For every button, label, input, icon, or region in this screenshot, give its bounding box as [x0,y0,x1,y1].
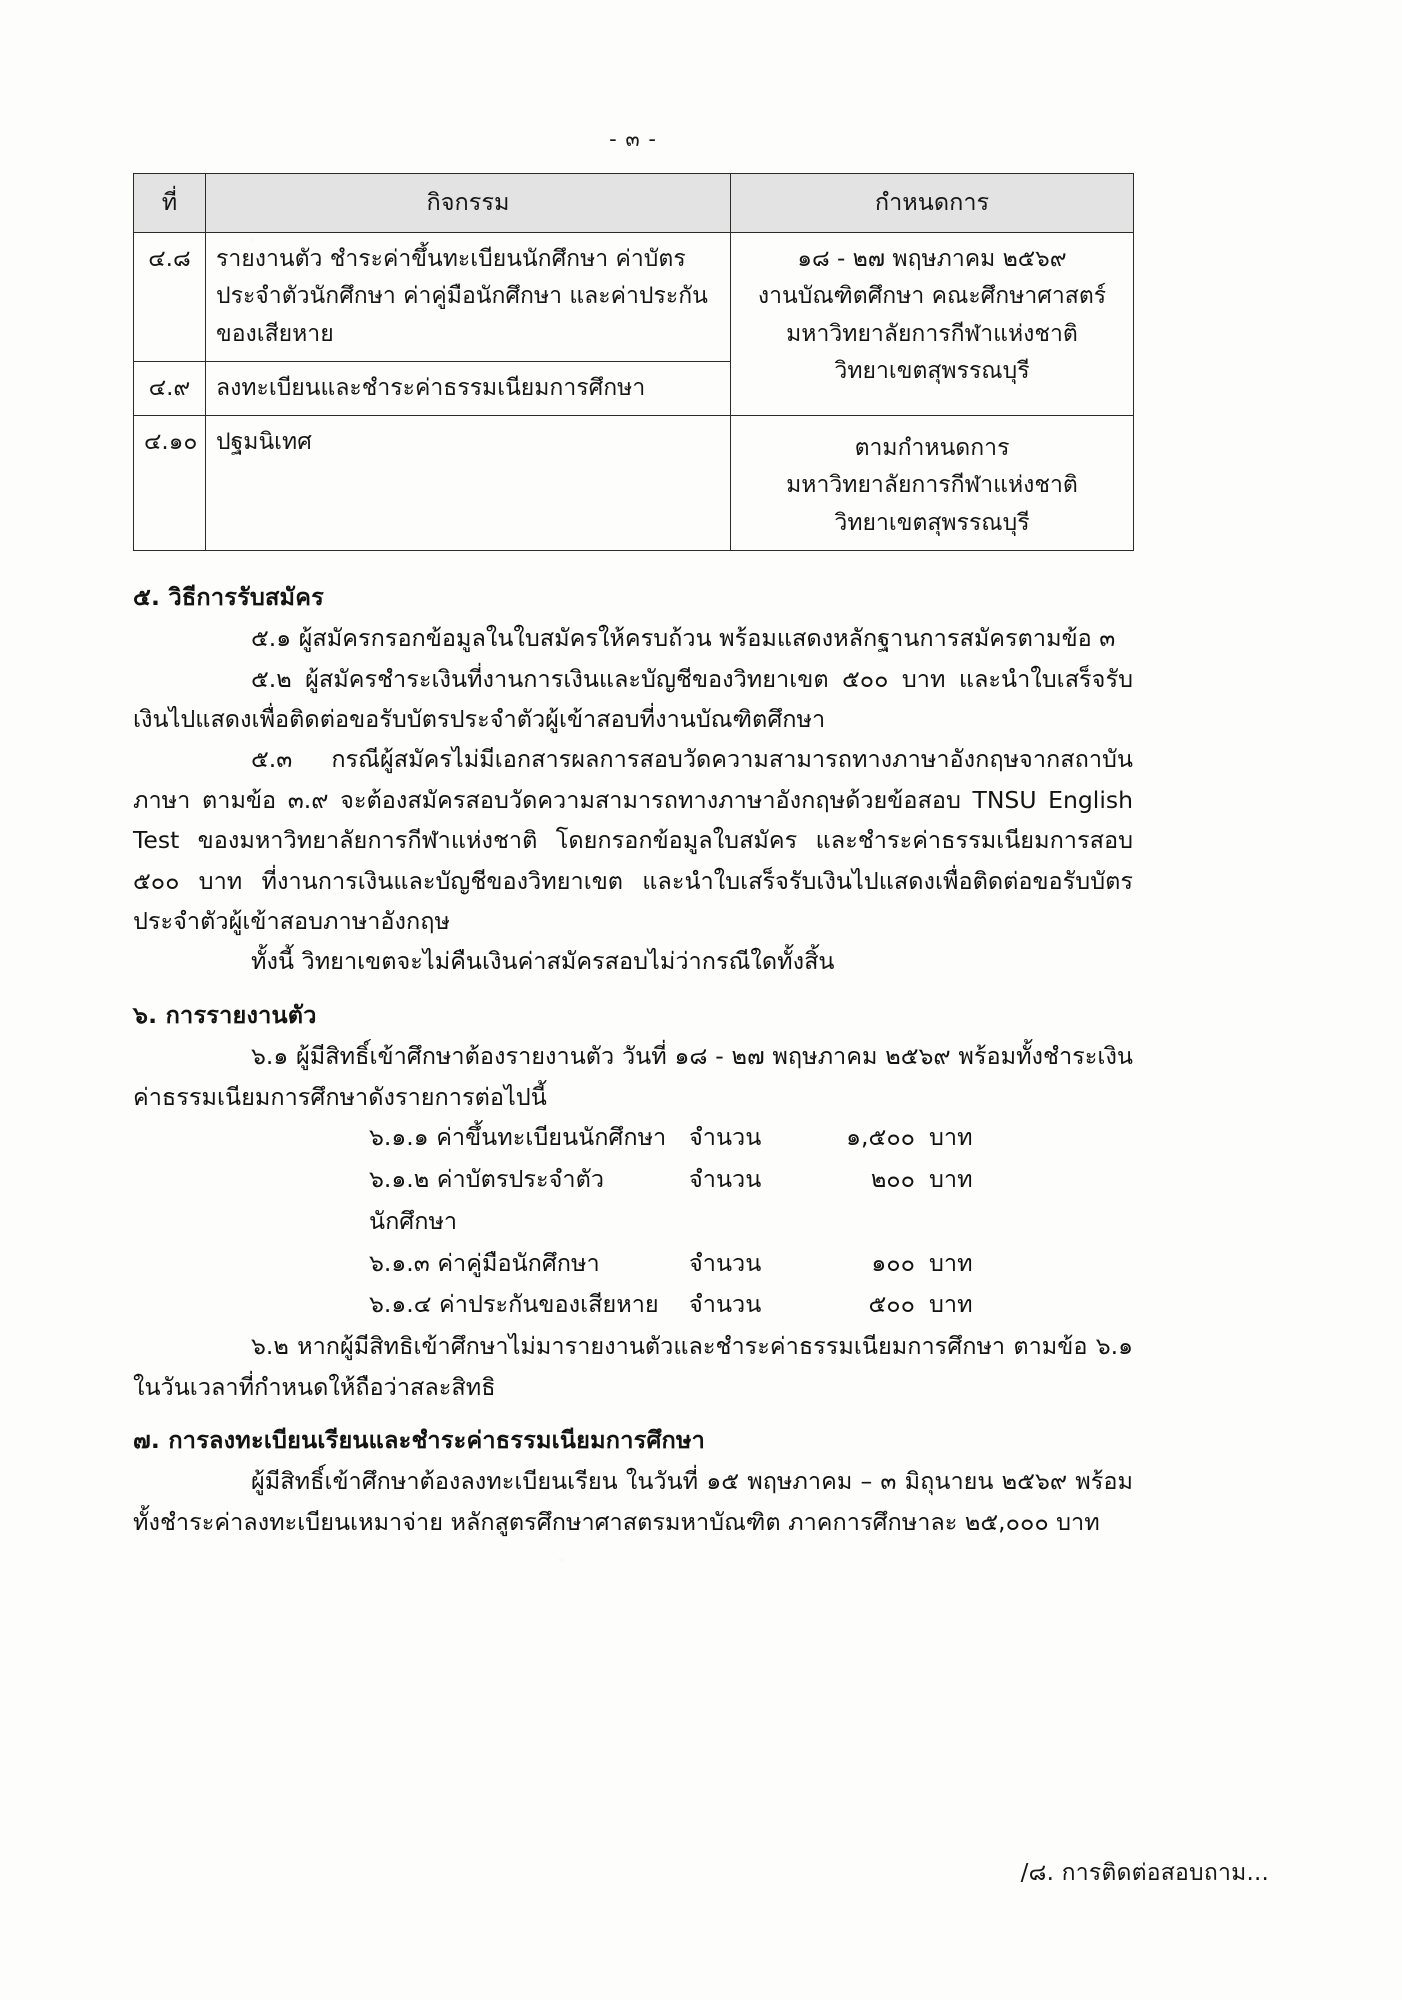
section-5-item-2: ๕.๒ ผู้สมัครชำระเงินที่งานการเงินและบัญชีของวิทยาเขต ๕๐๐ บาท และนำใบเสร็จรับเงินไปแสดงเพื่อติดต่อขอรับบัตรประจำตัวผู้เข้าสอบที่งานบัณฑิตศึกษา [133,664,1133,734]
section-7-paragraph: ผู้มีสิทธิ์เข้าศึกษาต้องลงทะเบียนเรียน ในวันที่ ๑๕ พฤษภาคม – ๓ มิถุนายน ๒๕๖๙ พร้อมทั้งชำระค่าลงทะเบียนเหมาจ่าย หลักสูตรศึกษาศาสตรมหาบัณฑิต ภาคการศึกษาละ ๒๕,๐๐๐ บาท [133,1467,1133,1536]
list-item [133,1159,1133,1243]
table-row [134,233,1134,362]
table-row [134,416,1134,551]
section-6-item-1: ๖.๑ ผู้มีสิทธิ์เข้าศึกษาต้องรายงานตัว วันที่ ๑๘ - ๒๗ พฤษภาคม ๒๕๖๙ พร้อมทั้งชำระเงินค่าธรรมเนียมการศึกษาดังรายการต่อไปนี้ [133,1042,1133,1111]
fee-quantity-word: จำนวน [689,1290,762,1319]
schedule-line: ตามกำหนดการ [854,435,1010,462]
table-header-row [134,174,1134,233]
fee-name: ค่าประกันของเสียหาย [439,1290,659,1319]
section-6-item-2: ๖.๒ หากผู้มีสิทธิเข้าศึกษาไม่มารายงานตัวและชำระค่าธรรมเนียมการศึกษา ตามข้อ ๖.๑ ในวันเวลาที่กำหนดให้ถือว่าสละสิทธิ [133,1332,1133,1401]
schedule-line: มหาวิทยาลัยการกีฬาแห่งชาติ [786,472,1078,499]
fee-quantity-word: จำนวน [689,1123,762,1152]
fee-quantity-word: จำนวน [689,1164,762,1193]
row-no: ๔.๙ [134,361,206,415]
column-header-no: ที่ [134,174,206,233]
list-item [133,1243,1133,1285]
list-item [133,1117,1133,1159]
fee-amount: ๒๐๐ [870,1164,915,1193]
fee-quantity-word: จำนวน [689,1248,762,1277]
schedule-line: งานบัณฑิตศึกษา คณะศึกษาศาสตร์ [757,283,1107,310]
schedule-line: มหาวิทยาลัยการกีฬาแห่งชาติ [786,320,1078,347]
list-item [133,1284,1133,1326]
fee-unit: บาท [929,1164,973,1193]
row-activity: ปฐมนิเทศ [206,416,731,551]
fee-label [369,1117,689,1159]
fee-no: ๖.๑.๒ [369,1164,430,1193]
row-no: ๔.๑๐ [134,416,206,551]
section-7-heading: ๗. การลงทะเบียนเรียนและชำระค่าธรรมเนียมการศึกษา [133,1426,706,1455]
schedule-table [133,173,1134,551]
page-content [133,0,1133,1542]
section-5-heading: ๕. วิธีการรับสมัคร [133,582,324,611]
section-5-item-3: ๕.๓ กรณีผู้สมัครไม่มีเอกสารผลการสอบวัดความสามารถทางภาษาอังกฤษจากสถาบันภาษา ตามข้อ ๓.๙ จะต้องสมัครสอบวัดความสามารถทางภาษาอังกฤษด้วยข้อสอบ TNSU English Test ของมหาวิทยาลัยการกีฬาแห่งชาติ โดยกรอกข้อมูลใบสมัคร และชำระค่าธรรมเนียมการสอบ ๕๐๐ บาท ที่งานการเงินและบัญชีของวิทยาเขต และนำใบเสร็จรับเงินไปแสดงเพื่อติดต่อขอรับบัตรประจำตัวผู้เข้าสอบภาษาอังกฤษ [133,745,1133,936]
fee-name: ค่าบัตรประจำตัวนักศึกษา [369,1164,605,1235]
fee-amount: ๑,๕๐๐ [846,1123,915,1152]
fee-label [369,1159,689,1243]
fee-unit: บาท [929,1123,973,1152]
fee-amount: ๑๐๐ [871,1248,915,1277]
fee-no: ๖.๑.๑ [369,1123,429,1152]
row-schedule [731,233,1134,416]
schedule-line: ๑๘ - ๒๗ พฤษภาคม ๒๕๖๙ [797,246,1067,273]
fee-label [369,1284,689,1326]
fee-no: ๖.๑.๓ [369,1248,430,1277]
row-no: ๔.๘ [134,233,206,362]
section-6-heading: ๖. การรายงานตัว [133,1000,317,1029]
footer-continuation-note: /๘. การติดต่อสอบถาม... [1020,1860,1269,1886]
fee-unit: บาท [929,1248,973,1277]
fee-list [133,1117,1133,1326]
schedule-line: วิทยาเขตสุพรรณบุรี [834,357,1030,384]
section-5-note: ทั้งนี้ วิทยาเขตจะไม่คืนเงินค่าสมัครสอบไม่ว่ากรณีใดทั้งสิ้น [251,947,835,976]
fee-unit: บาท [929,1290,973,1319]
schedule-line: วิทยาเขตสุพรรณบุรี [834,509,1030,536]
section-5-item-1: ๕.๑ ผู้สมัครกรอกข้อมูลในใบสมัครให้ครบถ้วน พร้อมแสดงหลักฐานการสมัครตามข้อ ๓ [251,624,1116,653]
page-number: - ๓ - [609,127,657,151]
row-activity: รายงานตัว ชำระค่าขึ้นทะเบียนนักศึกษา ค่าบัตรประจำตัวนักศึกษา ค่าคู่มือนักศึกษา และค่าประกันของเสียหาย [206,233,731,362]
fee-name: ค่าขึ้นทะเบียนนักศึกษา [436,1123,667,1152]
fee-amount: ๕๐๐ [868,1290,915,1319]
row-schedule [731,416,1134,551]
fee-no: ๖.๑.๔ [369,1290,432,1319]
document-body [133,577,1133,1542]
column-header-activity: กิจกรรม [206,174,731,233]
row-activity: ลงทะเบียนและชำระค่าธรรมเนียมการศึกษา [206,361,731,415]
fee-label [369,1243,689,1285]
column-header-schedule: กำหนดการ [731,174,1134,233]
fee-name: ค่าคู่มือนักศึกษา [437,1248,600,1277]
